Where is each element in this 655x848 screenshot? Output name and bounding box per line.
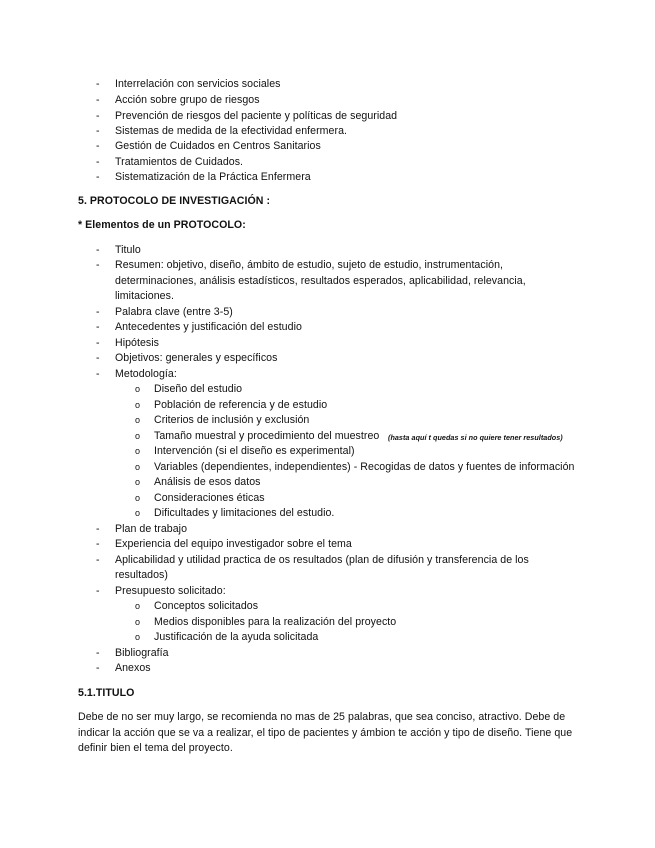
sub-bullet: o [135, 415, 141, 425]
sub-list-item: Población de referencia y de estudio [154, 399, 328, 411]
list-item: Presupuesto solicitado: [115, 585, 226, 597]
dash-bullet: - [96, 337, 100, 349]
sub-bullet: o [135, 462, 141, 472]
list-item-continuation: resultados) [115, 569, 168, 581]
sub-list-item: Consideraciones éticas [154, 492, 265, 504]
list-item: Interrelación con servicios sociales [115, 78, 281, 90]
list-item: Hipótesis [115, 337, 160, 349]
paragraph-line: indicar la acción que se va a realizar, el tipo de pacientes y ámbion te acción y tipo de diseño. Tiene que [78, 727, 573, 739]
dash-bullet: - [96, 538, 100, 550]
list-item: Aplicabilidad y utilidad practica de os resultados (plan de difusión y transferencia de los [115, 554, 529, 566]
dash-bullet: - [96, 523, 100, 535]
list-item: Experiencia del equipo investigador sobre el tema [115, 538, 352, 550]
sub-list-item: Diseño del estudio [154, 383, 243, 395]
sub-bullet: o [135, 477, 141, 487]
sub-bullet: o [135, 384, 141, 394]
list-item: Sistemas de medida de la efectividad enfermera. [115, 125, 348, 137]
dash-bullet: - [96, 156, 100, 168]
dash-bullet: - [96, 244, 100, 256]
paragraph-line: Debe de no ser muy largo, se recomienda no mas de 25 palabras, que sea conciso, atractivo. Debe de [78, 711, 566, 723]
dash-bullet: - [96, 306, 100, 318]
dash-bullet: - [96, 259, 100, 271]
dash-bullet: - [96, 125, 100, 137]
sub-list-item: Análisis de esos datos [154, 476, 261, 488]
sub-bullet: o [135, 446, 141, 456]
sub-list-item: Medios disponibles para la realización del proyecto [154, 616, 397, 628]
dash-bullet: - [96, 368, 100, 380]
list-item: Titulo [115, 244, 141, 256]
sub-list-item: Dificultades y limitaciones del estudio. [154, 507, 335, 519]
dash-bullet: - [96, 647, 100, 659]
list-item: Prevención de riesgos del paciente y políticas de seguridad [115, 110, 398, 122]
side-note: (hasta aquí t quedas si no quiere tener resultados) [388, 433, 563, 442]
list-item: Objetivos: generales y específicos [115, 352, 278, 364]
sub-list-item: Intervención (si el diseño es experimental) [154, 445, 355, 457]
dash-bullet: - [96, 585, 100, 597]
sub-bullet: o [135, 400, 141, 410]
list-item: Gestión de Cuidados en Centros Sanitarios [115, 140, 321, 152]
sub-list-item: Tamaño muestral y procedimiento del muestreo [154, 430, 380, 442]
list-item: Plan de trabajo [115, 523, 188, 535]
sub-bullet: o [135, 632, 141, 642]
sub-bullet: o [135, 617, 141, 627]
list-item: Tratamientos de Cuidados. [115, 156, 244, 168]
subsection-heading: * Elementos de un PROTOCOLO: [78, 219, 246, 231]
list-item: Bibliografía [115, 647, 169, 659]
dash-bullet: - [96, 321, 100, 333]
sub-bullet: o [135, 493, 141, 503]
list-item: Metodología: [115, 368, 177, 380]
sub-bullet: o [135, 508, 141, 518]
list-item: Sistematización de la Práctica Enfermera [115, 171, 311, 183]
list-item-continuation: determinaciones, análisis estadísticos, resultados esperados, aplicabilidad, relevancia, [115, 275, 526, 287]
dash-bullet: - [96, 662, 100, 674]
dash-bullet: - [96, 78, 100, 90]
sub-list-item: Variables (dependientes, independientes) - Recogidas de datos y fuentes de información [154, 461, 575, 473]
list-item: Acción sobre grupo de riesgos [115, 94, 260, 106]
dash-bullet: - [96, 352, 100, 364]
section-heading: 5.1.TITULO [78, 687, 135, 699]
list-item: Antecedentes y justificación del estudio [115, 321, 302, 333]
sub-bullet: o [135, 431, 141, 441]
sub-list-item: Justificación de la ayuda solicitada [154, 631, 319, 643]
dash-bullet: - [96, 140, 100, 152]
list-item: Anexos [115, 662, 151, 674]
paragraph-line: definir bien el tema del proyecto. [78, 742, 233, 754]
list-item: Palabra clave (entre 3-5) [115, 306, 233, 318]
sub-list-item: Conceptos solicitados [154, 600, 259, 612]
section-heading: 5. PROTOCOLO DE INVESTIGACIÓN : [78, 195, 271, 207]
sub-bullet: o [135, 601, 141, 611]
list-item: Resumen: objetivo, diseño, ámbito de estudio, sujeto de estudio, instrumentación, [115, 259, 504, 271]
dash-bullet: - [96, 554, 100, 566]
sub-list-item: Criterios de inclusión y exclusión [154, 414, 310, 426]
dash-bullet: - [96, 171, 100, 183]
dash-bullet: - [96, 94, 100, 106]
list-item-continuation: limitaciones. [115, 290, 174, 302]
dash-bullet: - [96, 110, 100, 122]
